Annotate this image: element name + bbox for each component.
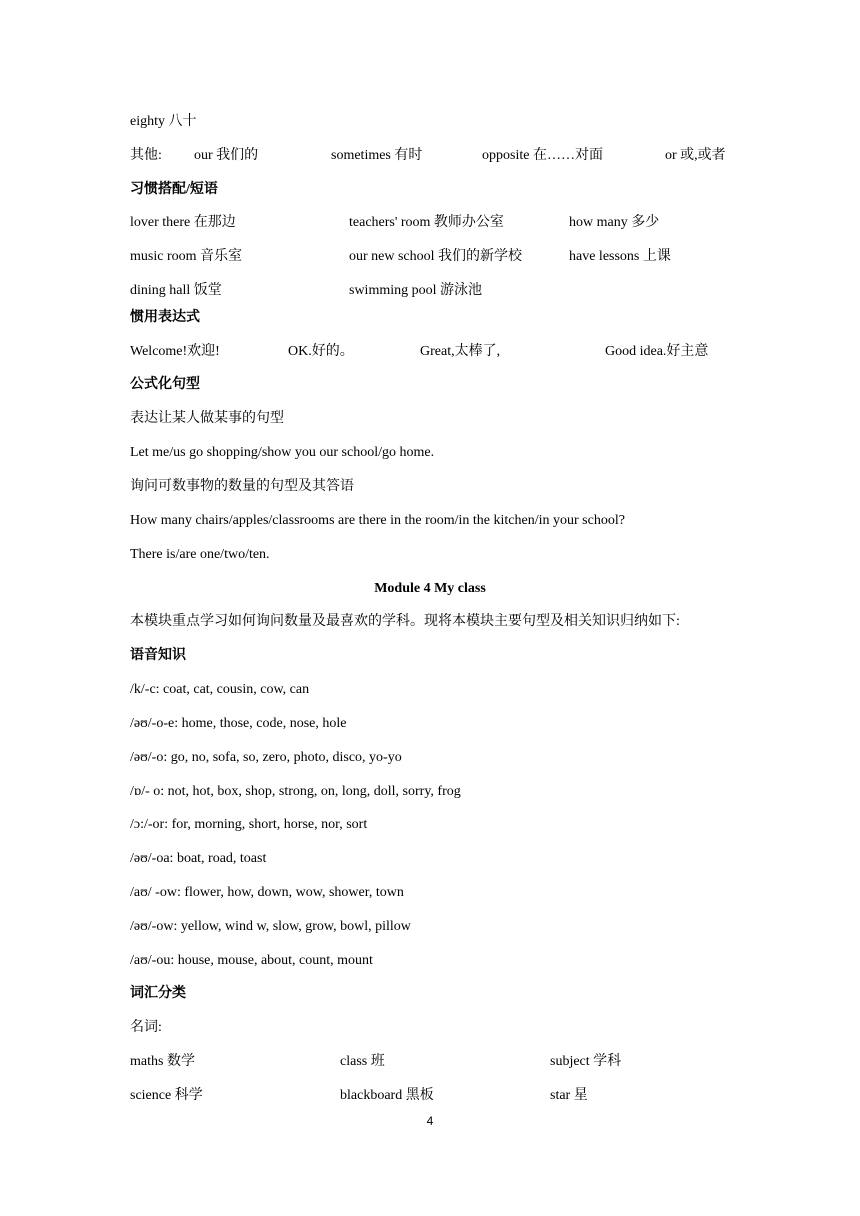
others-item: our 我们的	[194, 148, 259, 163]
phonics-line: /ɒ/- o: not, hot, box, shop, strong, on, long, doll, sorry, frog	[130, 784, 461, 799]
pattern-line: How many chairs/apples/classrooms are there in the room/in the kitchen/in your school?	[130, 513, 625, 528]
heading-patterns: 公式化句型	[130, 377, 200, 392]
phonics-line: /əʊ/-oa: boat, road, toast	[130, 851, 267, 866]
heading-expressions: 惯用表达式	[130, 310, 200, 325]
heading-vocab: 词汇分类	[130, 986, 186, 1001]
pattern-line: Let me/us go shopping/show you our school/go home.	[130, 445, 435, 460]
noun-item: subject 学科	[550, 1054, 622, 1069]
phonics-line: /əʊ/-o: go, no, sofa, so, zero, photo, disco, yo-yo	[130, 750, 402, 765]
module-title: Module 4 My class	[374, 581, 486, 596]
others-item: opposite 在……对面	[482, 148, 603, 163]
phonics-line: /ɔ:/-or: for, morning, short, horse, nor, sort	[130, 817, 368, 832]
phrase-item: have lessons 上课	[569, 249, 671, 264]
vocab-line-eighty: eighty 八十	[130, 114, 197, 129]
expression-item: Good idea.好主意	[605, 344, 709, 359]
phonics-line: /aʊ/-ou: house, mouse, about, count, mount	[130, 953, 373, 968]
phrase-item: teachers' room 教师办公室	[349, 215, 504, 230]
phrase-item: swimming pool 游泳池	[349, 283, 483, 298]
phrase-item: dining hall 饭堂	[130, 283, 222, 298]
phonics-line: /k/-c: coat, cat, cousin, cow, can	[130, 682, 310, 697]
phrase-item: how many 多少	[569, 215, 660, 230]
phonics-line: /əʊ/-ow: yellow, wind w, slow, grow, bowl, pillow	[130, 919, 411, 934]
noun-item: blackboard 黑板	[340, 1088, 434, 1103]
expression-item: OK.好的。	[288, 344, 354, 359]
expression-item: Great,太棒了,	[420, 344, 501, 359]
phonics-line: /aʊ/ -ow: flower, how, down, wow, shower, town	[130, 885, 404, 900]
noun-item: maths 数学	[130, 1054, 195, 1069]
pattern-line: There is/are one/two/ten.	[130, 547, 270, 562]
others-item: sometimes 有时	[331, 148, 423, 163]
phrase-item: lover there 在那边	[130, 215, 236, 230]
expression-item: Welcome!欢迎!	[130, 344, 220, 359]
others-item: or 或,或者	[665, 148, 726, 163]
page-number: 4	[426, 1114, 434, 1128]
others-label: 其他:	[130, 148, 162, 163]
noun-item: science 科学	[130, 1088, 203, 1103]
pattern-line: 询问可数事物的数量的句型及其答语	[130, 479, 354, 494]
phrase-item: our new school 我们的新学校	[349, 249, 523, 264]
nouns-label: 名词:	[130, 1020, 162, 1035]
heading-phrases: 习惯搭配/短语	[130, 182, 218, 197]
noun-item: star 星	[550, 1088, 588, 1103]
phonics-line: /əʊ/-o-e: home, those, code, nose, hole	[130, 716, 347, 731]
heading-phonics: 语音知识	[130, 648, 186, 663]
pattern-line: 表达让某人做某事的句型	[130, 411, 284, 426]
phrase-item: music room 音乐室	[130, 249, 242, 264]
noun-item: class 班	[340, 1054, 385, 1069]
module-intro: 本模块重点学习如何询问数量及最喜欢的学科。现将本模块主要句型及相关知识归纳如下:	[130, 614, 680, 629]
